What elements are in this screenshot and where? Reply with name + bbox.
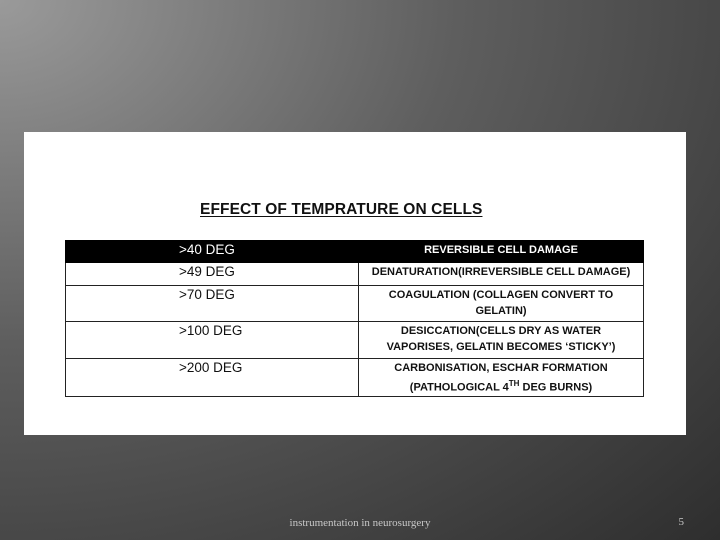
table-row — [66, 322, 644, 359]
effect-line: GELATIN) — [475, 305, 527, 317]
temperature-effects-table — [65, 240, 644, 397]
superscript-text: TH — [508, 379, 520, 388]
effect-cell: DENATURATION(IRREVERSIBLE CELL DAMAGE) — [359, 263, 644, 286]
table-row — [66, 241, 644, 263]
effect-line: VAPORISES, GELATIN BECOMES ‘STICKY’) — [386, 341, 616, 353]
effect-cell — [359, 322, 644, 359]
page-number: 5 — [678, 516, 684, 528]
temperature-cell: >49 DEG — [66, 263, 359, 286]
temperature-cell: >100 DEG — [66, 322, 359, 359]
effect-line — [359, 376, 643, 396]
effect-cell — [359, 359, 644, 397]
effect-cell — [359, 286, 644, 322]
table-row — [66, 359, 644, 397]
temperature-cell: >200 DEG — [66, 359, 359, 397]
temperature-cell: >70 DEG — [66, 286, 359, 322]
slide-content-image — [24, 132, 686, 435]
table-title: EFFECT OF TEMPRATURE ON CELLS — [200, 201, 483, 218]
effect-line: DESICCATION(CELLS DRY AS WATER — [400, 325, 602, 337]
effect-text: DEG BURNS) — [519, 381, 593, 394]
table-row — [66, 286, 644, 322]
table-row — [66, 263, 644, 286]
effect-text: (PATHOLOGICAL 4 — [409, 381, 509, 394]
footer-text: instrumentation in neurosurgery — [289, 517, 431, 529]
effect-line: CARBONISATION, ESCHAR FORMATION — [394, 362, 608, 374]
temperature-cell: >40 DEG — [66, 241, 359, 263]
effect-line: COAGULATION (COLLAGEN CONVERT TO — [388, 289, 614, 301]
effect-cell: REVERSIBLE CELL DAMAGE — [359, 241, 644, 263]
